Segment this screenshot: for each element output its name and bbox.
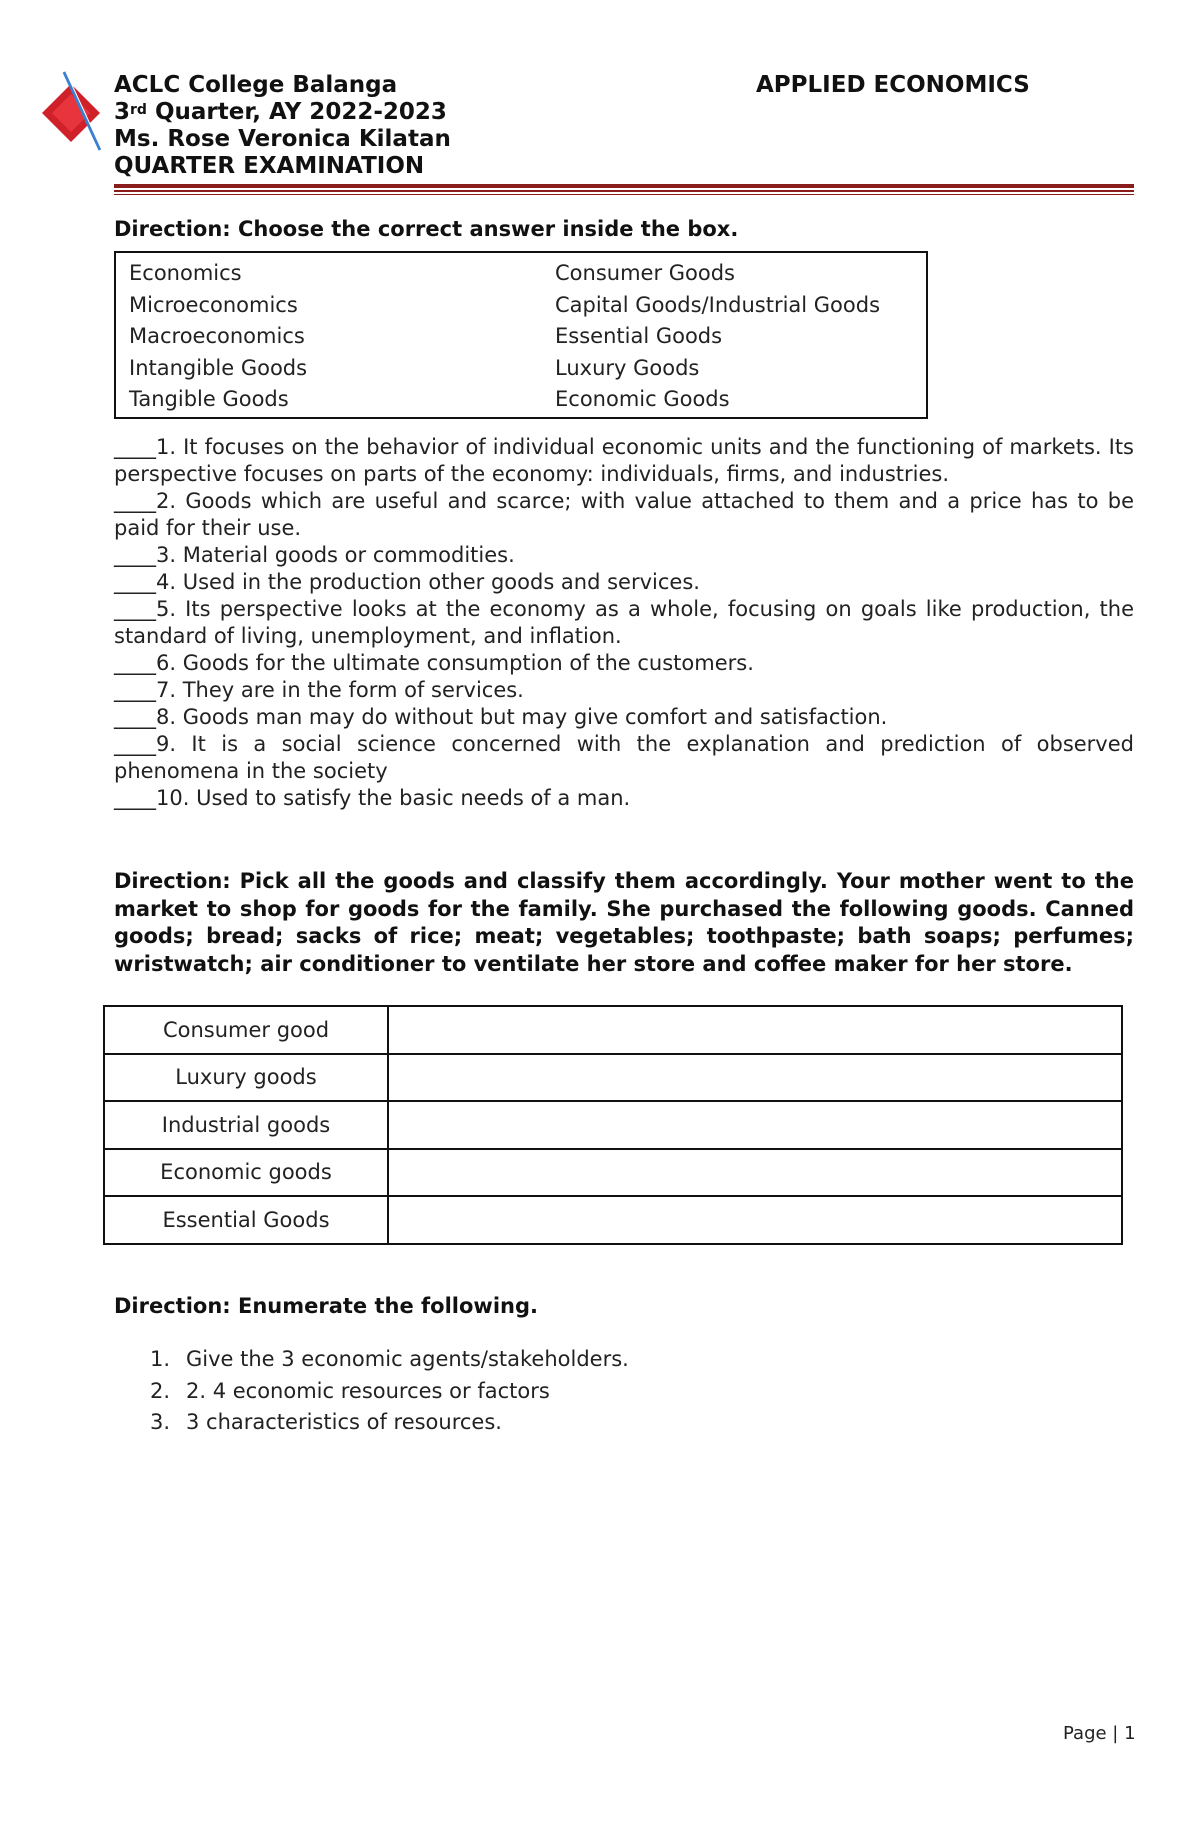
quarter-suffix: rd bbox=[130, 102, 147, 118]
page-number: Page | 1 bbox=[1063, 1723, 1136, 1744]
questions-list bbox=[114, 434, 1134, 812]
choices-left-column bbox=[129, 258, 307, 416]
table-row bbox=[104, 1149, 1122, 1197]
header-rule bbox=[114, 194, 1134, 195]
question-item: ____3. Material goods or commodities. bbox=[114, 543, 515, 567]
answer-cell[interactable] bbox=[388, 1054, 1122, 1102]
choice-item: Consumer Goods bbox=[555, 261, 735, 285]
choice-item: Luxury Goods bbox=[555, 355, 700, 380]
enumeration-list bbox=[150, 1344, 629, 1439]
row-label: Essential Goods bbox=[104, 1196, 388, 1244]
item-number: 3. bbox=[150, 1410, 171, 1434]
table-row bbox=[104, 1196, 1122, 1244]
item-text: 3 characteristics of resources. bbox=[186, 1410, 502, 1434]
question-item: ____10. Used to satisfy the basic needs of a man. bbox=[114, 786, 631, 810]
choices-right-column bbox=[555, 258, 880, 416]
header-rule bbox=[114, 190, 1134, 192]
school-logo-icon bbox=[34, 70, 108, 152]
question-item: ____8. Goods man may do without but may give comfort and satisfaction. bbox=[114, 705, 888, 729]
answer-cell[interactable] bbox=[388, 1006, 1122, 1054]
part1-direction: Direction: Choose the correct answer inside the box. bbox=[114, 217, 739, 241]
list-item bbox=[150, 1407, 629, 1439]
item-text: Give the 3 economic agents/stakeholders. bbox=[186, 1347, 629, 1371]
question-item: ____7. They are in the form of services. bbox=[114, 678, 524, 702]
table-row bbox=[104, 1101, 1122, 1149]
list-item bbox=[150, 1344, 629, 1376]
answer-cell[interactable] bbox=[388, 1101, 1122, 1149]
row-label: Economic goods bbox=[104, 1149, 388, 1197]
choice-item: Macroeconomics bbox=[129, 324, 305, 348]
teacher-name: Ms. Rose Veronica Kilatan bbox=[114, 126, 451, 152]
table-row bbox=[104, 1054, 1122, 1102]
quarter-line bbox=[114, 99, 451, 126]
part2-direction: Direction: Pick all the goods and classify them accordingly. Your mother went to the market to shop for goods for the family. She purchased the following goods. Canned goods; bread; sacks of rice; meat; vegetables; toothpaste; bath soaps; perfumes; wristwatch; air conditioner to ventilate her store and coffee maker for her store. bbox=[114, 869, 1134, 976]
quarter-text: Quarter, AY 2022-2023 bbox=[146, 99, 447, 125]
school-name: ACLC College Balanga bbox=[114, 72, 398, 98]
table-row bbox=[104, 1006, 1122, 1054]
choice-item: Microeconomics bbox=[129, 292, 298, 317]
quarter-number: 3 bbox=[114, 99, 131, 125]
question-item: ____1. It focuses on the behavior of individual economic units and the functioning of markets. Its perspective focuses on parts of the economy: individuals, firms, and industries. bbox=[114, 435, 1134, 486]
item-number: 1. bbox=[150, 1347, 171, 1371]
choices-box bbox=[114, 251, 928, 419]
row-label: Consumer good bbox=[104, 1006, 388, 1054]
answer-cell[interactable] bbox=[388, 1196, 1122, 1244]
choice-item: Capital Goods/Industrial Goods bbox=[555, 292, 881, 317]
question-item: ____6. Goods for the ultimate consumption of the customers. bbox=[114, 651, 754, 675]
item-number: 2. bbox=[150, 1378, 171, 1403]
question-item: ____4. Used in the production other goods and services. bbox=[114, 570, 700, 594]
subject-title: APPLIED ECONOMICS bbox=[756, 72, 1030, 98]
header-rule bbox=[114, 184, 1134, 188]
answer-cell[interactable] bbox=[388, 1149, 1122, 1197]
item-text: 2. 4 economic resources or factors bbox=[186, 1378, 550, 1403]
choice-item: Essential Goods bbox=[555, 324, 723, 348]
list-item bbox=[150, 1376, 629, 1408]
choice-item: Intangible Goods bbox=[129, 355, 308, 380]
part3-direction: Direction: Enumerate the following. bbox=[114, 1294, 538, 1318]
question-item: ____9. It is a social science concerned with the explanation and prediction of observed phenomena in the society bbox=[114, 732, 1134, 783]
question-item: ____5. Its perspective looks at the economy as a whole, focusing on goals like production, the standard of living, unemployment, and inflation. bbox=[114, 597, 1134, 648]
choice-item: Economics bbox=[129, 261, 242, 285]
question-item: ____2. Goods which are useful and scarce; with value attached to them and a price has to be paid for their use. bbox=[114, 489, 1134, 540]
row-label: Industrial goods bbox=[104, 1101, 388, 1149]
exam-title: QUARTER EXAMINATION bbox=[114, 153, 425, 179]
classify-table bbox=[103, 1005, 1123, 1245]
row-label: Luxury goods bbox=[104, 1054, 388, 1102]
exam-header bbox=[114, 72, 451, 180]
choice-item: Economic Goods bbox=[555, 387, 730, 411]
choice-item: Tangible Goods bbox=[129, 387, 289, 411]
